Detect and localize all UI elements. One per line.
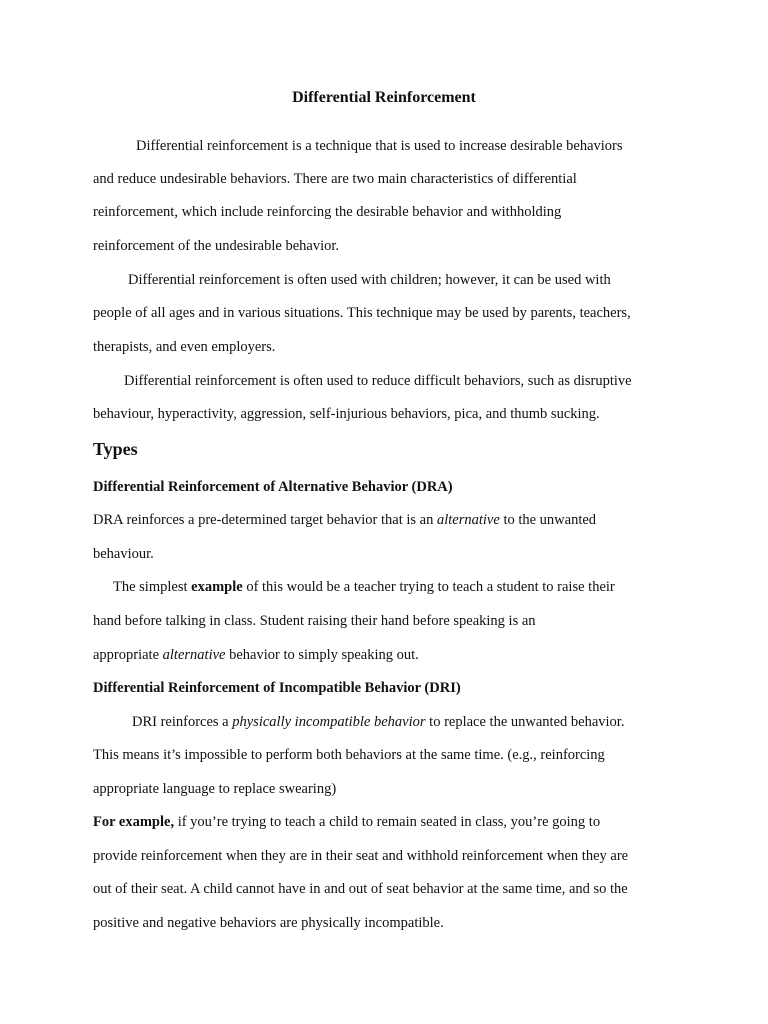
dri-line-2: This means it’s impossible to perform both behaviors at the same time. (e.g., reinforcing [93, 747, 605, 763]
intro-p2-line-2: people of all ages and in various situations. This technique may be used by parents, teachers, [93, 305, 631, 321]
intro-p2-line-1: Differential reinforcement is often used with children; however, it can be used with [128, 272, 611, 288]
dra-example-line-1 [113, 578, 615, 596]
intro-p1-line-3: reinforcement, which include reinforcing the desirable behavior and withholding [93, 204, 562, 220]
intro-p1-line-1: Differential reinforcement is a technique that is used to increase desirable behaviors [136, 138, 623, 154]
dra-line-2: behaviour. [93, 546, 154, 562]
dra-example-lead: The simplest [113, 579, 192, 595]
dra-line-1-text: DRA reinforces a pre-determined target behavior that is an [93, 512, 437, 528]
dri-heading: Differential Reinforcement of Incompatible Behavior (DRI) [93, 680, 461, 696]
dra-line-1-tail: to the unwanted [499, 512, 597, 528]
dra-heading: Differential Reinforcement of Alternative Behavior (DRA) [93, 479, 453, 495]
intro-p3-line-2: behaviour, hyperactivity, aggression, self-injurious behaviors, pica, and thumb sucking. [93, 406, 600, 422]
dri-example-line-2: provide reinforcement when they are in their seat and withhold reinforcement when they are [93, 848, 629, 864]
dra-example-line-3 [93, 646, 419, 664]
dra-example-tail: of this would be a teacher trying to teach a student to raise their [242, 579, 615, 595]
dri-example-line-3: out of their seat. A child cannot have in and out of seat behavior at the same time, and so the [93, 881, 628, 897]
intro-p3-line-1: Differential reinforcement is often used to reduce difficult behaviors, such as disruptive [124, 373, 632, 389]
intro-p1-line-2: and reduce undesirable behaviors. There are two main characteristics of differential [93, 171, 577, 187]
dri-line-1-italic: physically incompatible behavior [232, 714, 426, 730]
dra-line-1-italic: alternative [436, 512, 500, 528]
dra-example-line-3-tail: behavior to simply speaking out. [225, 647, 419, 663]
dra-example-line-3-lead: appropriate [93, 647, 163, 663]
dri-line-1 [132, 713, 624, 731]
dri-example-line-4: positive and negative behaviors are physically incompatible. [93, 915, 444, 931]
types-heading: Types [93, 439, 138, 459]
dra-example-bold: example [191, 579, 243, 595]
intro-p2-line-3: therapists, and even employers. [93, 339, 276, 355]
document-title: Differential Reinforcement [292, 89, 476, 106]
dri-line-1-lead: DRI reinforces a [132, 714, 233, 730]
dri-example-line-1 [93, 813, 600, 831]
dri-line-1-tail: to replace the unwanted behavior. [425, 714, 625, 730]
dri-example-bold: For example, [93, 814, 175, 830]
dri-line-3: appropriate language to replace swearing) [93, 781, 337, 797]
dra-line-1 [93, 511, 596, 529]
dra-example-line-2: hand before talking in class. Student raising their hand before speaking is an [93, 613, 536, 629]
dri-example-tail: if you’re trying to teach a child to remain seated in class, you’re going to [174, 814, 601, 830]
dra-example-line-3-italic: alternative [162, 647, 226, 663]
intro-p1-line-4: reinforcement of the undesirable behavior. [93, 238, 339, 254]
